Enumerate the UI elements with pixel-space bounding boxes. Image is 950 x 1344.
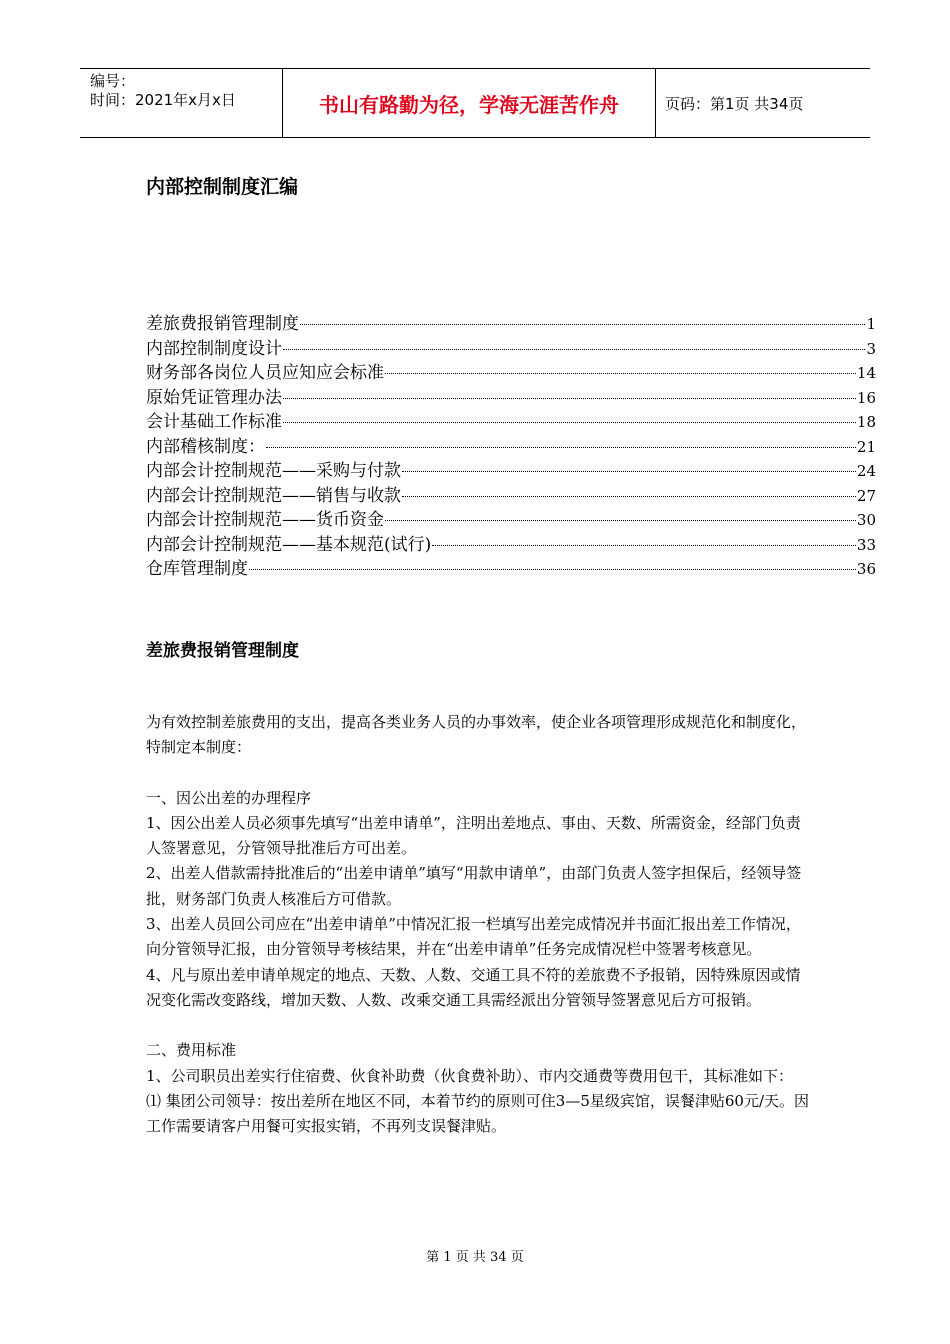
toc-entry-title: 内部会计控制规范——采购与付款 [146, 461, 401, 481]
toc-entry-title: 会计基础工作标准 [146, 412, 282, 432]
toc-entry-title: 差旅费报销管理制度 [146, 314, 299, 334]
toc-entry[interactable] [146, 481, 876, 506]
header-table [80, 68, 870, 138]
toc-entry-page: 33 [856, 535, 876, 554]
part1-item: 1、因公出差人员必须事先填写“出差申请单”，注明出差地点、事由、天数、所需资金，经部门负责人签署意见，分管领导批准后方可出差。 [146, 813, 801, 858]
toc-leader-dots [249, 569, 856, 570]
part1-item: 2、出差人借款需持批准后的“出差申请单”填写“用款申请单”，由部门负责人签字担保后，经领导签批，财务部门负责人核准后方可借款。 [146, 864, 802, 908]
motto: 书山有路勤为径，学海无涯苦作舟 [319, 92, 619, 117]
part1-item: 3、出差人员回公司应在“出差申请单”中情况汇报一栏填写出差完成情况并书面汇报出差工作情况，向分管领导汇报，由分管领导考核结果，并在“出差申请单”任务完成情况栏中签署考核意见。 [146, 915, 801, 959]
toc-entry-page: 27 [856, 486, 876, 505]
toc-entry-title: 内部会计控制规范——货币资金 [146, 510, 384, 530]
toc-entry-page: 21 [856, 437, 876, 456]
toc-entry-page: 14 [856, 364, 876, 382]
page-info: 页码：第1页 共34页 [665, 94, 804, 113]
toc-leader-dots [283, 398, 856, 399]
header-divider [655, 69, 656, 137]
section-title: 差旅费报销管理制度 [146, 641, 299, 661]
toc-entry-title: 内部控制制度设计 [146, 338, 282, 359]
toc-entry-page: 30 [856, 511, 876, 529]
toc-leader-dots [402, 471, 856, 472]
toc-entry-page: 18 [856, 413, 876, 431]
toc-entry-title: 财务部各岗位人员应知应会标准 [146, 363, 384, 383]
header-info-cell [80, 69, 282, 137]
toc-leader-dots [385, 520, 856, 521]
section-body [146, 710, 810, 1139]
toc-entry[interactable] [146, 456, 876, 481]
toc-entry[interactable] [146, 505, 876, 530]
document-title: 内部控制制度汇编 [146, 176, 299, 198]
toc-entry-page: 1 [866, 315, 876, 333]
toc-leader-dots [385, 373, 856, 374]
toc-entry-title: 仓库管理制度 [146, 559, 248, 579]
toc-entry[interactable] [146, 383, 876, 408]
toc-leader-dots [266, 447, 856, 448]
part2-item: 1、公司职员出差实行住宿费、伙食补助费（伙食费补助）、市内交通费等费用包干，其标准如下： [146, 1066, 794, 1085]
toc-leader-dots [300, 324, 865, 325]
toc-entry[interactable] [146, 407, 876, 432]
toc-entry-title: 原始凭证管理办法 [146, 387, 282, 408]
part1-item: 4、凡与原出差申请单规定的地点、天数、人数、交通工具不符的差旅费不予报销，因特殊原因或情况变化需改变路线，增加天数、人数、改乘交通工具需经派出分管领导签署意见后方可报销。 [146, 965, 801, 1009]
toc-leader-dots [432, 545, 856, 546]
toc-entry-title: 内部稽核制度： [146, 436, 265, 457]
toc-entry-title: 内部会计控制规范——基本规范(试行) [146, 534, 432, 555]
toc-leader-dots [283, 422, 856, 423]
part1-heading: 一、因公出差的办理程序 [146, 788, 312, 807]
part2-heading: 二、费用标准 [146, 1041, 237, 1060]
toc-entry-page: 24 [856, 462, 876, 480]
toc-entry-title: 内部会计控制规范——销售与收款 [146, 485, 401, 506]
toc-entry[interactable] [146, 334, 876, 359]
toc-entry-page: 36 [856, 560, 876, 578]
toc-entry[interactable] [146, 530, 876, 555]
toc-entry-page: 16 [856, 388, 876, 407]
intro-paragraph: 为有效控制差旅费用的支出，提高各类业务人员的办事效率，使企业各项管理形成规范化和制度化，特制定本制度： [146, 713, 807, 757]
toc-entry-page: 3 [866, 339, 876, 358]
toc-leader-dots [283, 349, 865, 350]
page-footer: 第 1 页 共 34 页 [426, 1250, 524, 1265]
date-label: 时间：2021年x月x日 [90, 91, 236, 109]
toc-leader-dots [402, 496, 856, 497]
toc-entry[interactable] [146, 358, 876, 383]
table-of-contents [146, 309, 876, 579]
number-label: 编号： [90, 72, 136, 90]
part2-item: ⑴ 集团公司领导：按出差所在地区不同，本着节约的原则可住3—5星级宾馆，误餐津贴60元/天。因工作需要请客户用餐可实报实销，不再列支误餐津贴。 [146, 1091, 809, 1136]
toc-entry[interactable] [146, 432, 876, 457]
toc-entry[interactable] [146, 554, 876, 579]
toc-entry[interactable] [146, 309, 876, 334]
